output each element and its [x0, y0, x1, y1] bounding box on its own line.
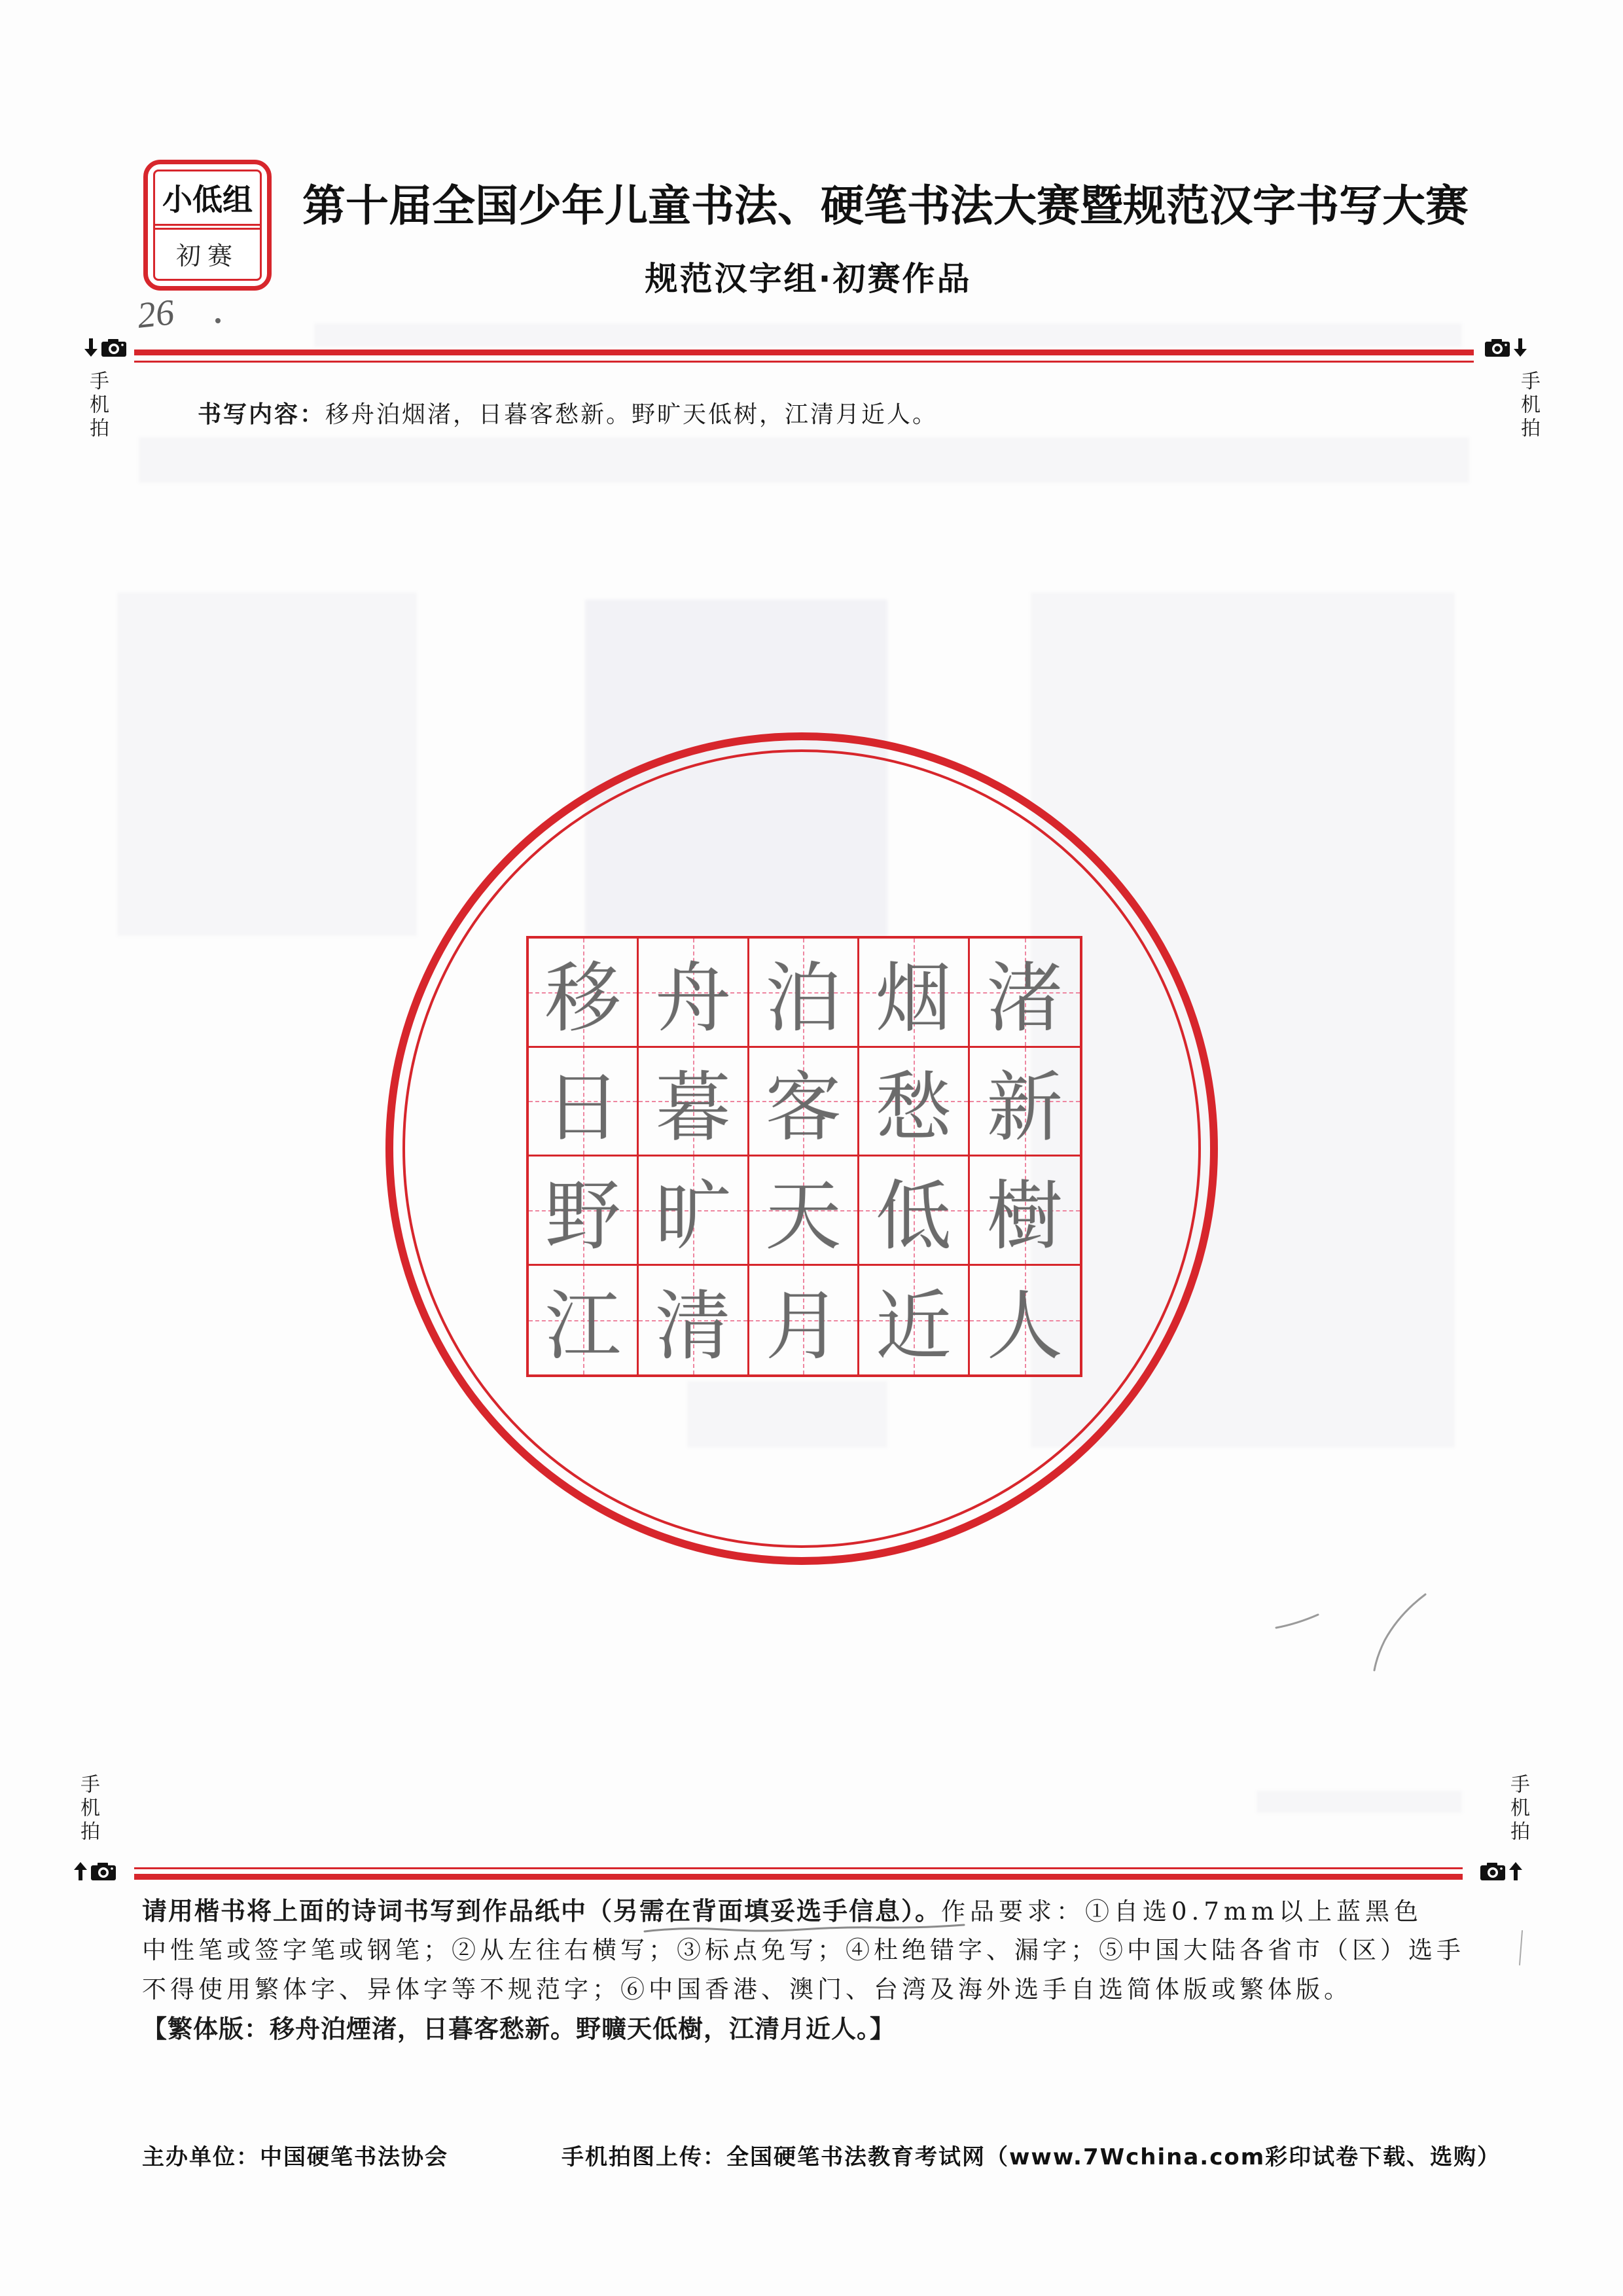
- handwritten-character: 月: [765, 1282, 842, 1371]
- arrow-down-icon: [1513, 338, 1527, 357]
- bottom-divider-thick: [134, 1874, 1463, 1880]
- grid-cell: [749, 939, 859, 1048]
- handwritten-character: 烟: [875, 954, 952, 1043]
- handwritten-character: 愁: [875, 1063, 952, 1152]
- arrow-up-icon: [73, 1861, 88, 1881]
- page-title: 第十届全国少年儿童书法、硬笔书法大赛暨规范汉字书写大赛: [302, 180, 1469, 231]
- bottom-divider-thin: [134, 1867, 1463, 1869]
- top-divider-thick: [134, 350, 1474, 355]
- grid-cell: [529, 939, 639, 1048]
- grid-cell: [970, 1048, 1080, 1157]
- handwritten-character: 低: [875, 1172, 952, 1261]
- grid-cell: [639, 1157, 749, 1266]
- photo-marker-top-left: [84, 338, 127, 357]
- arrow-down-icon: [84, 338, 98, 357]
- photo-label-top-left: 手机拍: [86, 370, 109, 441]
- handwritten-character: 泊: [765, 954, 842, 1043]
- handwritten-character: 旷: [655, 1172, 732, 1261]
- handwritten-character: 樹: [986, 1172, 1063, 1261]
- footer-upload-info: 手机拍图上传：全国硬笔书法教育考试网（www.7Wchina.com彩印试卷下载、选购）: [562, 2144, 1501, 2170]
- grid-cell: [970, 1266, 1080, 1375]
- handwritten-character: 客: [765, 1063, 842, 1152]
- grid-cell: [529, 1048, 639, 1157]
- camera-icon: [101, 338, 127, 357]
- writing-content-label: 书写内容：: [198, 401, 326, 428]
- grid-cell: [529, 1266, 639, 1375]
- bleed-through-shadow: [139, 437, 1469, 483]
- camera-icon: [1484, 338, 1510, 357]
- grid-cell: [639, 939, 749, 1048]
- photo-marker-top-right: [1484, 338, 1527, 357]
- instructions-line-3: 不得使用繁体字、异体字等不规范字；⑥中国香港、澳门、台湾及海外选手自选简体版或繁体版。: [142, 1975, 1352, 2003]
- handwritten-character: 人: [986, 1282, 1063, 1371]
- handwritten-character: 江: [544, 1282, 621, 1371]
- writing-grid: [526, 936, 1082, 1377]
- grid-cell: [639, 1266, 749, 1375]
- writing-content-line: [198, 401, 938, 429]
- handwritten-character: 日: [544, 1063, 621, 1152]
- badge-frame: [153, 170, 262, 281]
- grid-cell: [970, 939, 1080, 1048]
- grid-cell: [970, 1157, 1080, 1266]
- instructions-line-2: 中性笔或签字笔或钢笔；②从左往右横写；③标点免写；④杜绝错字、漏字；⑤中国大陆各省市（区）选手: [142, 1936, 1465, 1964]
- grid-cell: [749, 1157, 859, 1266]
- grid-cell: [859, 1266, 969, 1375]
- photo-label-bottom-left: 手机拍: [77, 1774, 99, 1844]
- instructions-requirements-start: 作品要求：①自选0.7mm以上蓝黑色: [941, 1897, 1423, 1926]
- photo-marker-bottom-left: [73, 1861, 116, 1881]
- footer-organizer: 主办单位：中国硬笔书法协会: [142, 2144, 448, 2170]
- grid-cell: [749, 1266, 859, 1375]
- handwritten-character: 渚: [986, 954, 1063, 1043]
- traditional-version-text: 【繁体版：移舟泊煙渚，日暮客愁新。野曠天低樹，江清月近人。】: [142, 2015, 896, 2043]
- handwritten-character: 野: [544, 1172, 621, 1261]
- handwritten-character: 暮: [655, 1063, 732, 1152]
- bleed-through-shadow: [314, 323, 1462, 347]
- photo-label-bottom-right: 手机拍: [1507, 1774, 1529, 1844]
- grid-cell: [859, 1048, 969, 1157]
- camera-icon: [90, 1861, 116, 1881]
- bleed-through-shadow: [117, 592, 417, 936]
- arrow-up-icon: [1508, 1861, 1523, 1881]
- handwritten-character: 天: [765, 1172, 842, 1261]
- photo-label-top-right: 手机拍: [1517, 370, 1540, 441]
- handwritten-character: 移: [544, 954, 621, 1043]
- badge-stage-label: 初赛: [175, 241, 239, 270]
- handwritten-character: 近: [875, 1282, 952, 1371]
- group-stage-badge: [143, 160, 272, 291]
- handwritten-character: 舟: [655, 954, 732, 1043]
- badge-group-label: 小低组: [162, 182, 253, 217]
- handwritten-character: 清: [655, 1282, 732, 1371]
- grid-cell: [859, 1157, 969, 1266]
- bleed-through-shadow: [1257, 1791, 1462, 1813]
- grid-cell: [859, 939, 969, 1048]
- badge-divider: [155, 224, 260, 230]
- grid-cell: [639, 1048, 749, 1157]
- instructions-main: 请用楷书将上面的诗词书写到作品纸中（另需在背面填妥选手信息）。: [142, 1897, 942, 1926]
- instructions-line-1: [142, 1895, 1423, 1928]
- camera-icon: [1480, 1861, 1506, 1881]
- handwritten-character: 新: [986, 1063, 1063, 1152]
- photo-marker-bottom-right: [1480, 1861, 1523, 1881]
- page-subtitle: 规范汉字组·初赛作品: [645, 260, 972, 298]
- writing-content-text: 移舟泊烟渚，日暮客愁新。野旷天低树，江清月近人。: [325, 401, 938, 428]
- grid-cell: [749, 1048, 859, 1157]
- grid-cell: [529, 1157, 639, 1266]
- handwritten-number: 26: [135, 292, 177, 336]
- top-divider-thin: [134, 361, 1474, 363]
